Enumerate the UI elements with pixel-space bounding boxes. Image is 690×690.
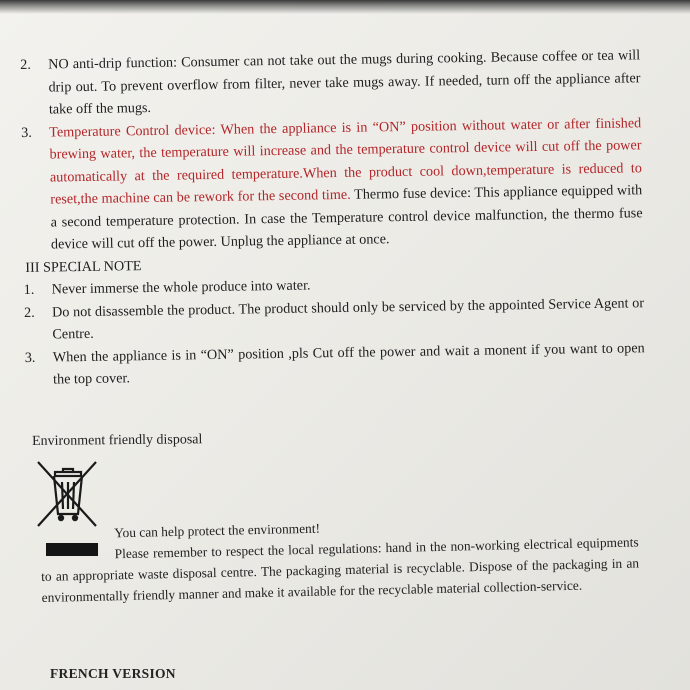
note-text: Do not disassemble the product. The product should only be serviced by the appointed Service Agent or Centre.: [51, 294, 645, 343]
french-version-heading: FRENCH VERSION: [50, 666, 176, 681]
note-text: [49, 112, 643, 256]
local-regulations-paragraph: Please remember to respect the local regulations: hand in the non-working electrical equipments to an appropriate waste disposal centre. The packaging material is recyclable. Dispose of the packaging in an environmentally friendly manner and make it available for the recyclable material collection-service.: [41, 534, 640, 605]
disposal-text: [40, 510, 640, 608]
note-number: 2.: [20, 56, 31, 73]
thermo-fuse-text: Thermo fuse device: This appliance equipped with a second temperature protection. In case the Temperature control device malfunction, the thermo fuse device will cut off the power. Unplug the appliance at once.: [50, 182, 643, 253]
crossed-out-bin-icon: [34, 458, 100, 532]
instructions-text: [20, 44, 645, 391]
environment-heading: Environment friendly disposal: [32, 432, 203, 449]
note-text: NO anti-drip function: Consumer can not take out the mugs during cooking. Because coffee or tea will drip out. To prevent overflow from filter, never take mugs away. If needed, turn off the appliance after take off the mugs.: [48, 47, 641, 118]
temperature-control-text: Temperature Control device: When the appliance is in “ON” position without water or after finished brewing water, the temperature will increase and the temperature control device will cut off the power automatically at the required temperature.When the product cool down,temperature is reduced to reset,the machine can be rework for the second time.: [49, 114, 642, 208]
note-text: Never immerse the whole produce into water.: [51, 277, 311, 298]
note-number: 3.: [21, 124, 32, 141]
note-item-2: [20, 44, 641, 121]
note-number: 3.: [24, 349, 36, 366]
special-note-heading: III SPECIAL NOTE: [25, 257, 142, 276]
protect-environment-line: You can help protect the environment!: [114, 520, 321, 541]
page-top-shadow: [0, 0, 690, 14]
note-number: 2.: [23, 304, 35, 321]
note-text: When the appliance is in “ON” position ,pls Cut off the power and wait a monent if you want to open the top cover.: [52, 339, 645, 388]
special-note-item-3: [25, 337, 646, 392]
note-item-3: [21, 112, 643, 257]
note-number: 1.: [23, 281, 35, 298]
